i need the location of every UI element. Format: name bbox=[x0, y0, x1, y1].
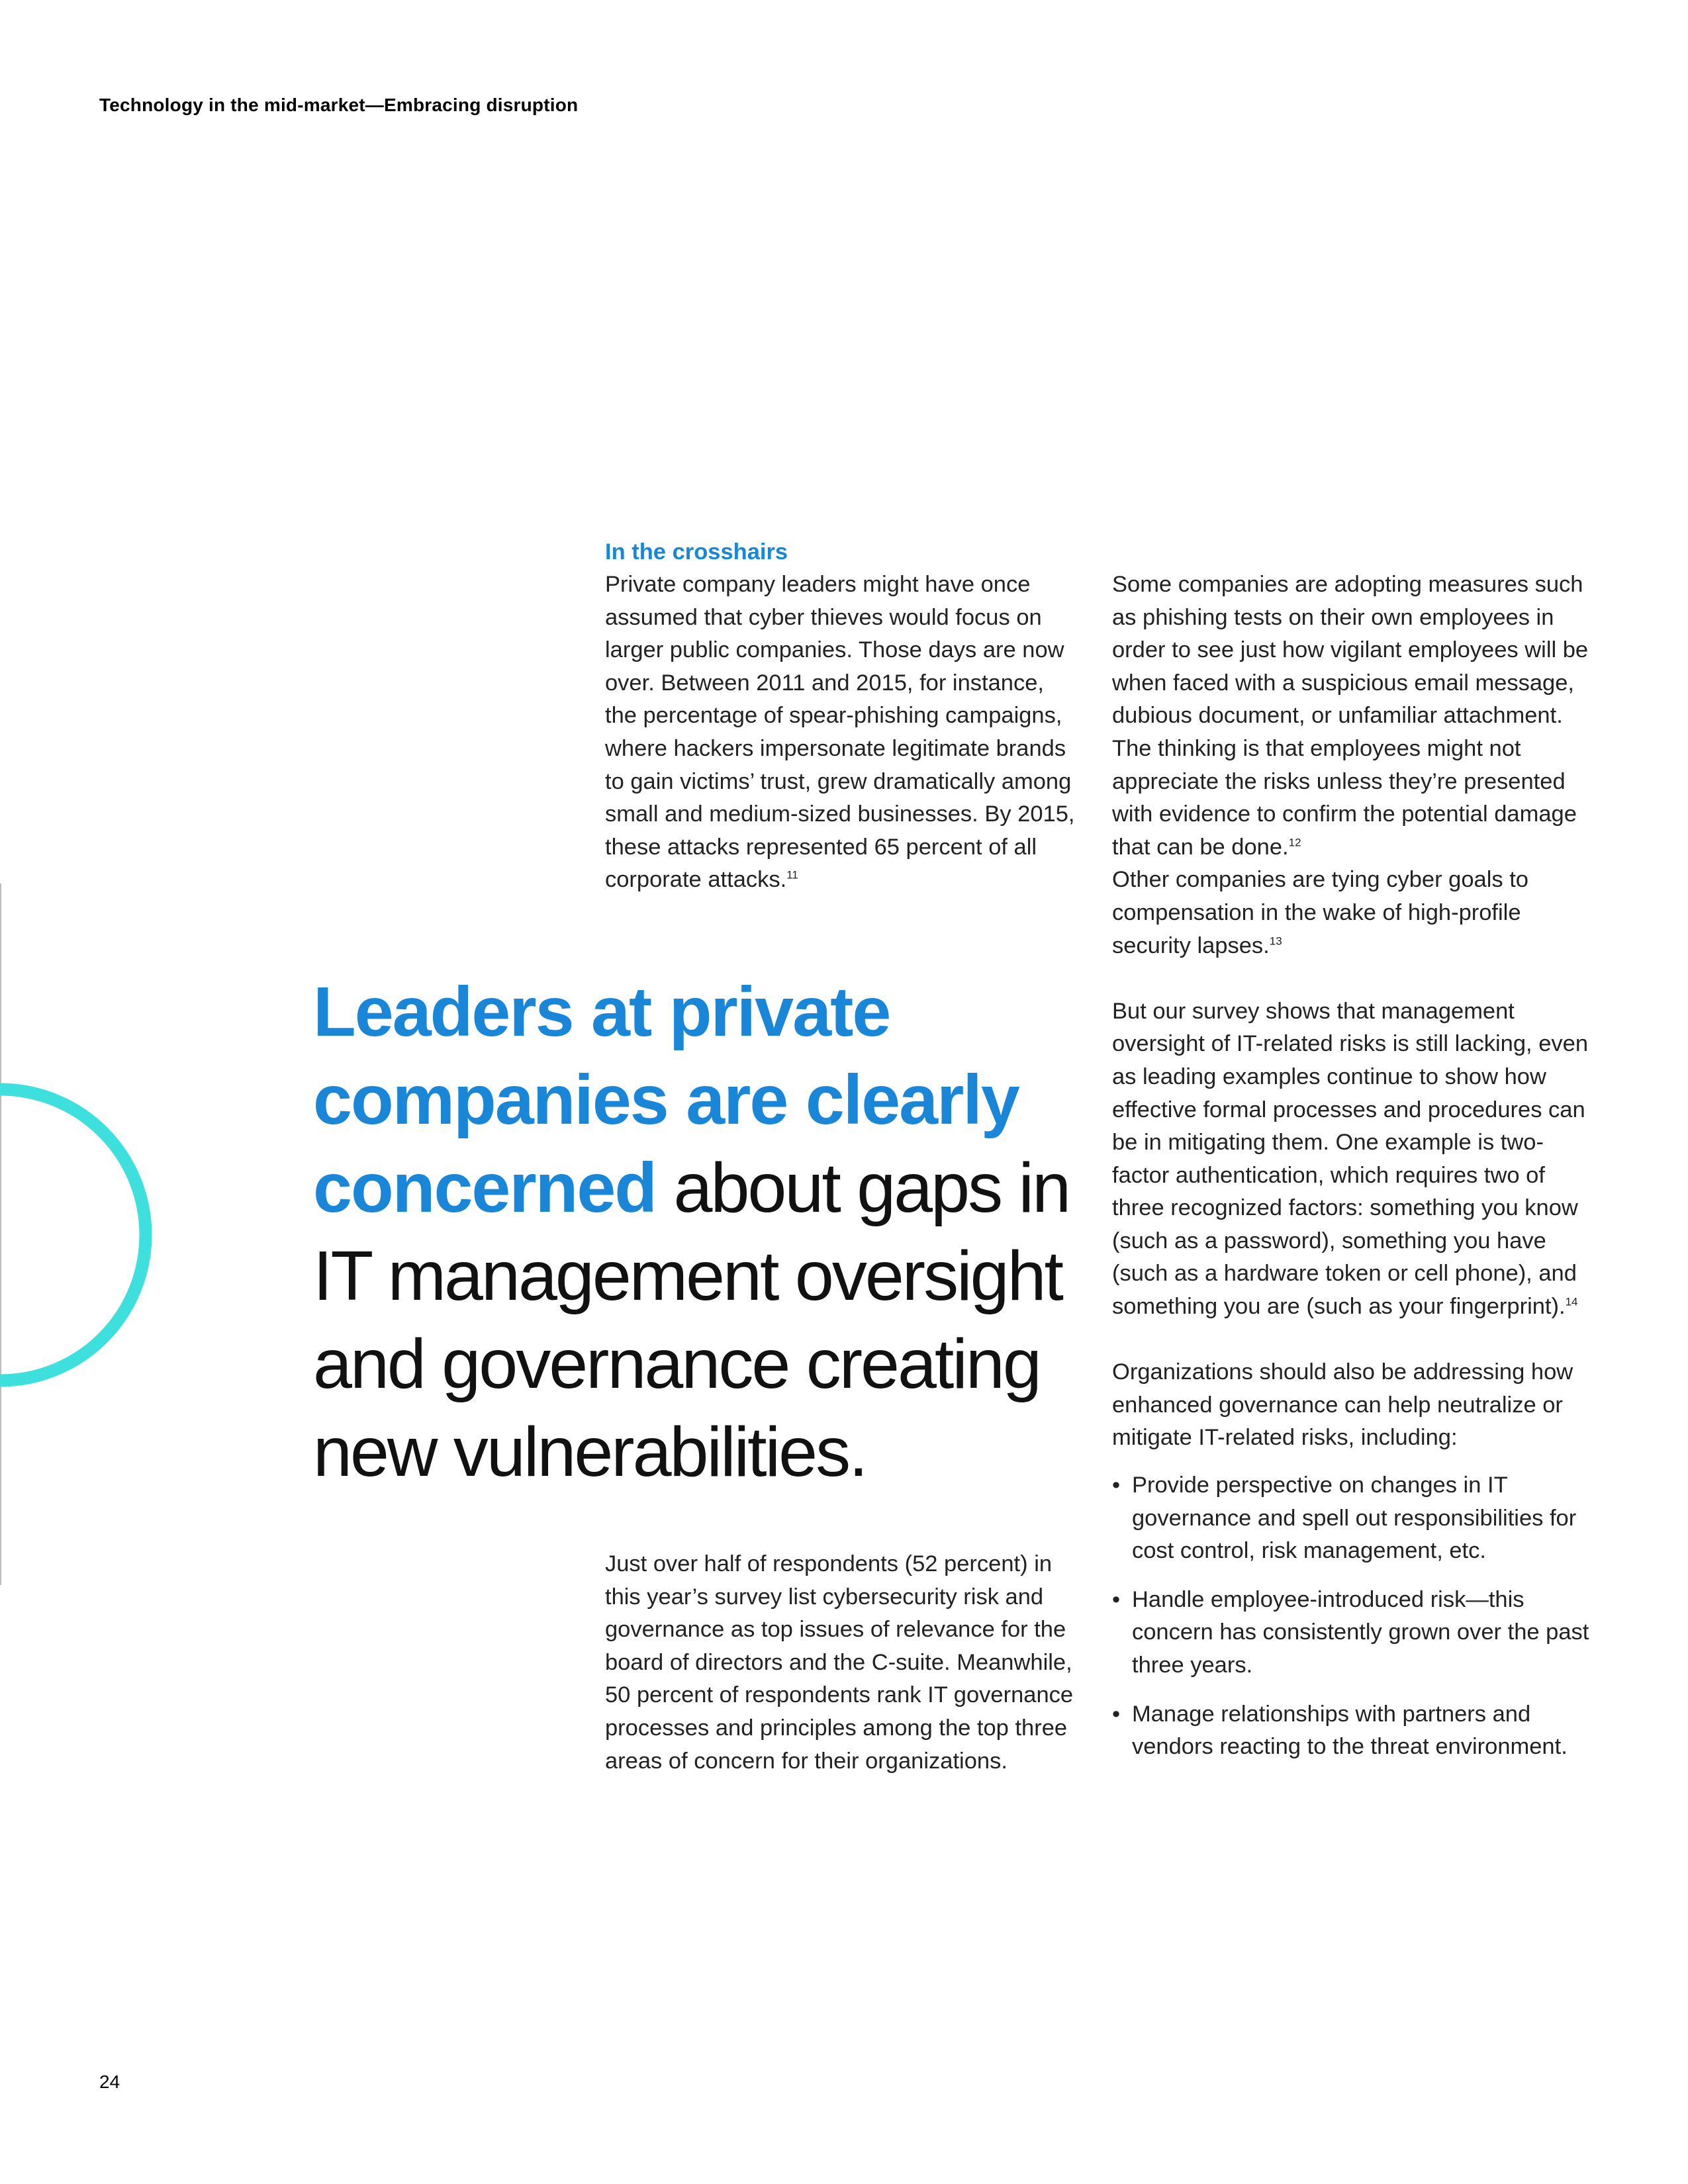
body-paragraph bbox=[1112, 569, 1595, 864]
paragraph-text: But our survey shows that management oversight of IT-related risks is still lacking, even as leading examples continue to show how effective formal processes and procedures can be in mitigating them. One example is two-factor authentication, which requires two of three recognized factors: something you know (such as a password), something you have (such as a hardware token or cell phone), and something you are (such as your fingerprint). bbox=[1112, 998, 1589, 1320]
body-paragraph bbox=[1112, 864, 1595, 962]
footnote-ref: 11 bbox=[786, 868, 798, 882]
body-paragraph: Just over half of respondents (52 percent) in this year’s survey list cybersecurity risk and governance as top issues of relevance for the board of directors and the C-suite. Meanwhile, 50 percent of respondents rank IT governance processes and principles among the top three areas of concern for their organizations. bbox=[605, 1551, 1074, 1774]
decorative-ring-circle bbox=[0, 1089, 146, 1381]
bullet-icon: • bbox=[1112, 1473, 1121, 1498]
list-item bbox=[1112, 1698, 1595, 1764]
pull-quote bbox=[313, 968, 1088, 1496]
bullet-icon: • bbox=[1112, 1701, 1121, 1727]
footnote-ref: 12 bbox=[1288, 836, 1301, 849]
footnote-ref: 13 bbox=[1269, 934, 1282, 948]
body-paragraph bbox=[1112, 995, 1595, 1324]
bullet-icon: • bbox=[1112, 1586, 1121, 1612]
footnote-ref: 14 bbox=[1565, 1295, 1578, 1308]
decorative-ring bbox=[0, 1053, 154, 1405]
body-paragraph: Organizations should also be addressing how enhanced governance can help neutralize or mitigate IT-related risks, including: bbox=[1112, 1359, 1573, 1451]
section-subhead: In the crosshairs bbox=[605, 539, 788, 565]
column-left-bottom bbox=[605, 1548, 1082, 1778]
list-item-text: Manage relationships with partners and vendors reacting to the threat environment. bbox=[1132, 1701, 1568, 1760]
pull-quote-rest: about gaps in IT management oversight and governance creating new vulnerabilities. bbox=[313, 1149, 1070, 1491]
paragraph-text: Other companies are tying cyber goals to compensation in the wake of high-profile security lapses. bbox=[1112, 867, 1528, 958]
paragraph-text: Private company leaders might have once assumed that cyber thieves would focus on larger public companies. Those days are now over. Between 2011 and 2015, for instance, the percentage of spear-phishing campaigns, where hackers impersonate legitimate brands to gain victims’ trust, grew dramatically among small and medium-sized businesses. By 2015, these attacks represented 65 percent of all corporate attacks. bbox=[605, 572, 1075, 893]
pull-quote-highlight: Leaders at private companies are clearly concerned bbox=[313, 973, 1019, 1227]
column-left-top bbox=[605, 535, 1082, 897]
body-paragraph bbox=[605, 569, 1082, 897]
page-number: 24 bbox=[99, 2071, 120, 2092]
column-right bbox=[1112, 569, 1595, 1780]
list-item-text: Provide perspective on changes in IT governance and spell out responsibilities for cost control, risk management, etc. bbox=[1132, 1473, 1577, 1564]
paragraph-text: Some companies are adopting measures such as phishing tests on their own employees in order to see just how vigilant employees will be when faced with a suspicious email message, dubious document, or unfamiliar attachment. The thinking is that employees might not appreciate the risks unless they’re presented with evidence to confirm the potential damage that can be done. bbox=[1112, 572, 1589, 860]
list-item-text: Handle employee-introduced risk—this concern has consistently grown over the past three years. bbox=[1132, 1586, 1589, 1678]
bullet-list bbox=[1112, 1469, 1595, 1764]
list-item bbox=[1112, 1469, 1595, 1568]
list-item bbox=[1112, 1584, 1595, 1682]
running-header: Technology in the mid-market—Embracing disruption bbox=[99, 95, 579, 115]
